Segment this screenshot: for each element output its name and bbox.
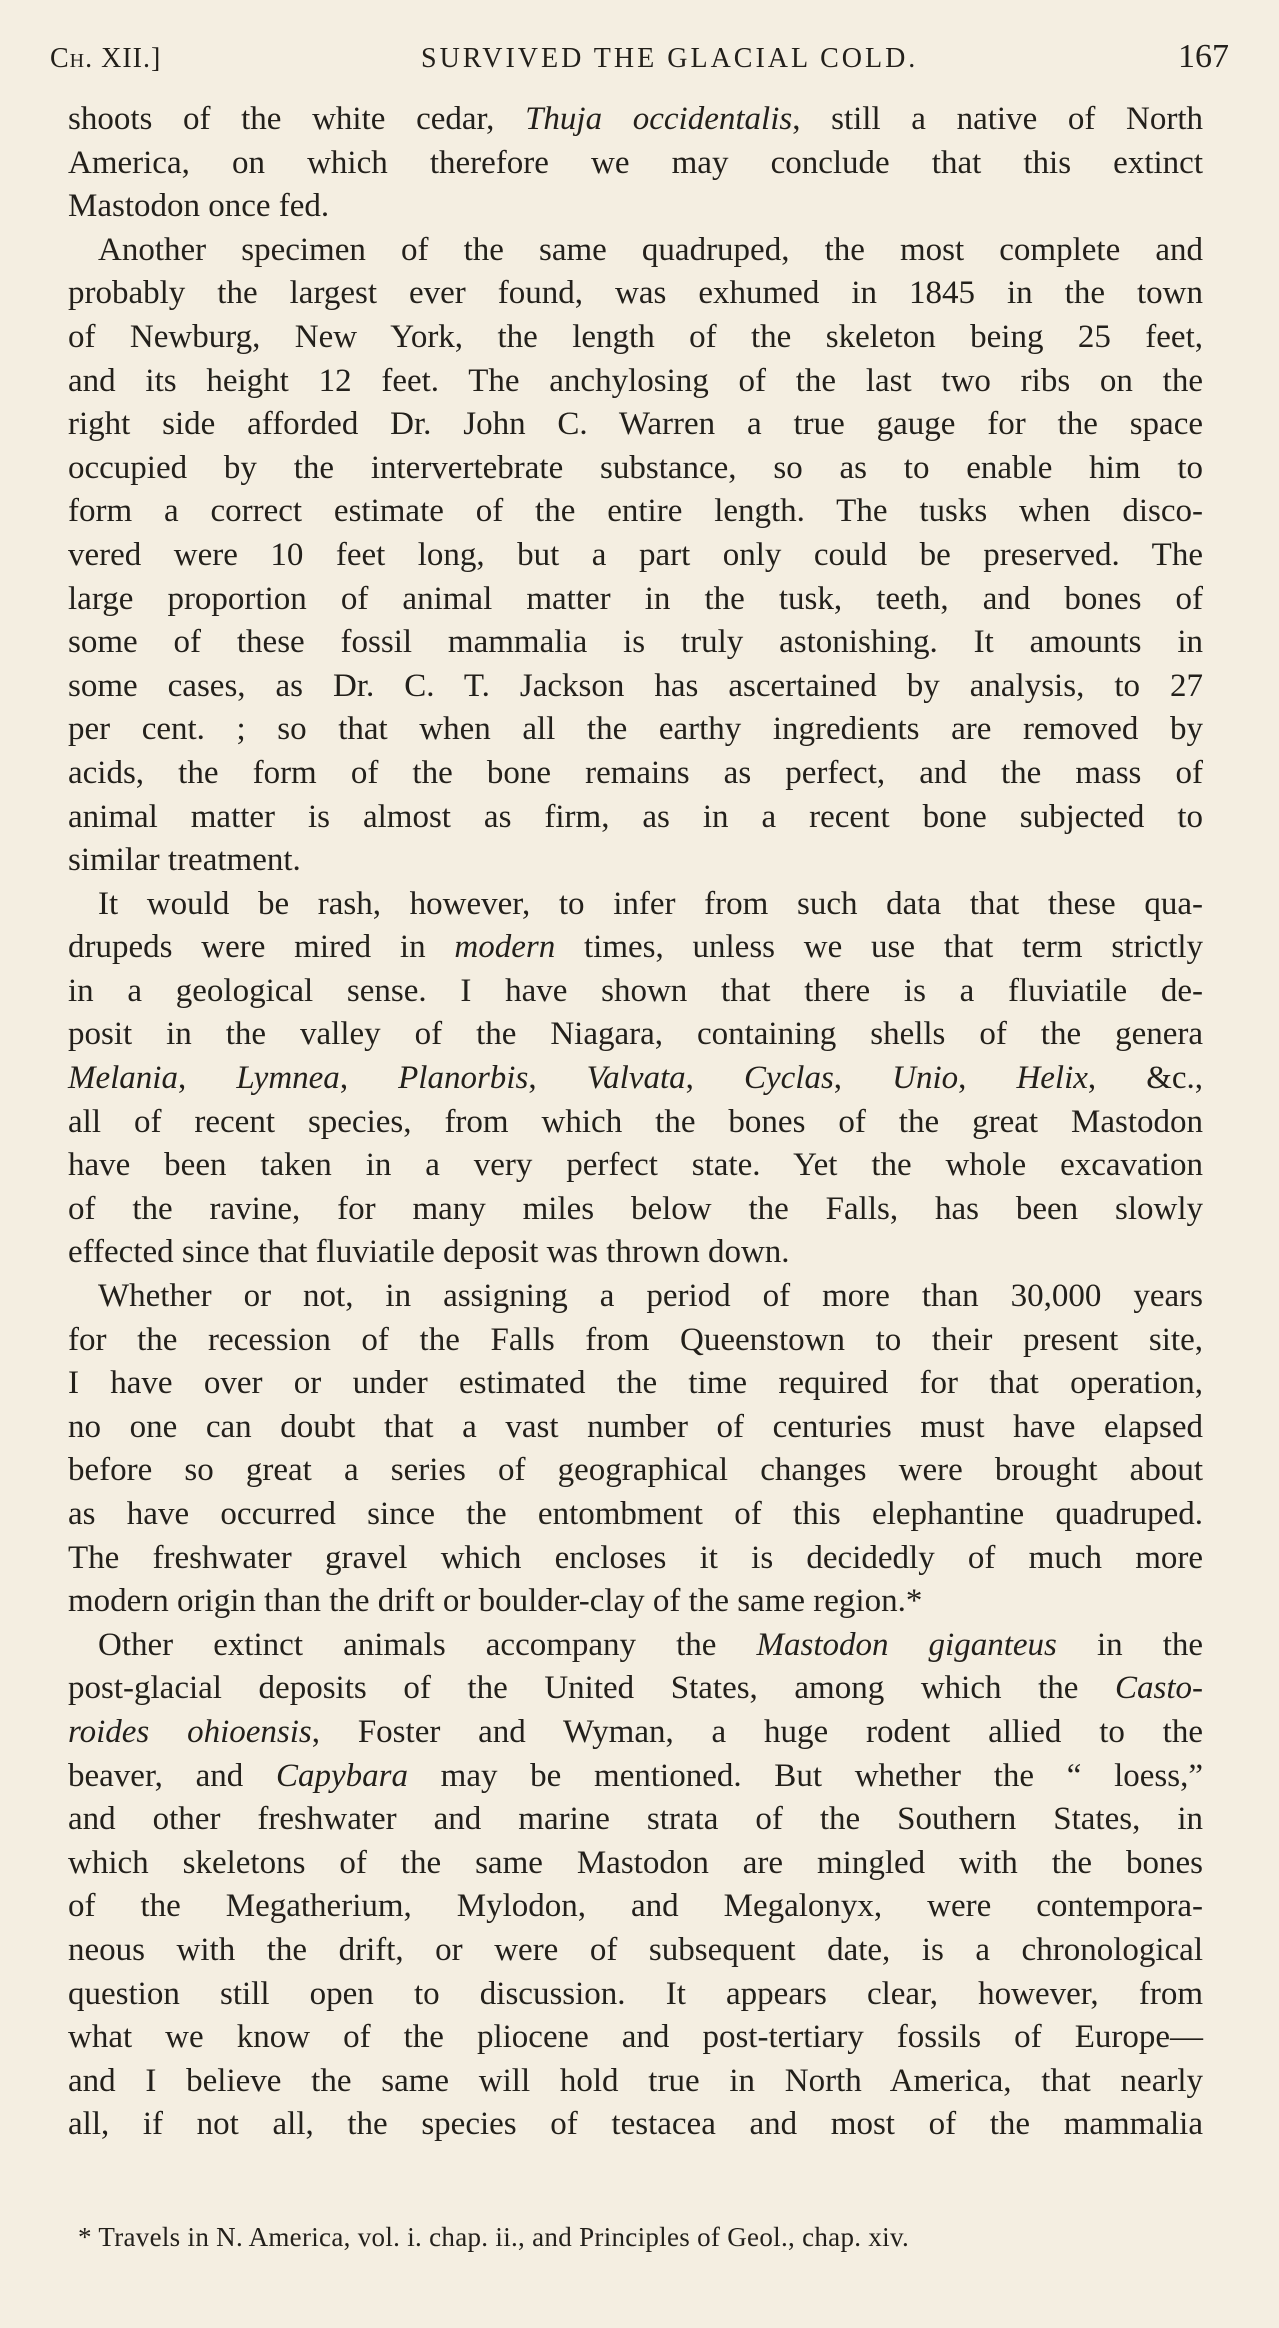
text-line: in a geological sense. I have shown that there is a fluviatile de-: [68, 972, 1203, 1009]
text-line: some cases, as Dr. C. T. Jackson has ascertained by analysis, to 27: [68, 667, 1203, 704]
text-line: all, if not all, the species of testacea and most of the mammalia: [68, 2106, 1203, 2143]
chapter-marker: Ch. XII.]: [50, 43, 162, 74]
text-line: acids, the form of the bone remains as perfect, and the mass of: [68, 754, 1203, 791]
text-line: occupied by the intervertebrate substance, so as to enable him to: [68, 449, 1203, 486]
body-text: [68, 98, 1203, 2147]
text-line: some of these fossil mammalia is truly astonishing. It amounts in: [68, 624, 1203, 661]
text-line: The freshwater gravel which encloses it is decidedly of much more: [68, 1539, 1203, 1576]
text-line: beaver, and Capybara may be mentioned. But whether the “ loess,”: [68, 1757, 1203, 1794]
text-line: of the Megatherium, Mylodon, and Megalonyx, were contempora-: [68, 1888, 1203, 1925]
text-line: all of recent species, from which the bones of the great Mastodon: [68, 1103, 1203, 1140]
text-line: before so great a series of geographical changes were brought about: [68, 1452, 1203, 1489]
text-line: and other freshwater and marine strata of the Southern States, in: [68, 1801, 1203, 1838]
text-line: It would be rash, however, to infer from such data that these qua-: [98, 885, 1203, 922]
page-number: 167: [1177, 38, 1229, 75]
text-line: and I believe the same will hold true in North America, that nearly: [68, 2062, 1203, 2099]
text-line: modern origin than the drift or boulder-clay of the same region.*: [68, 1583, 923, 1620]
text-line: as have occurred since the entombment of this elephantine quadruped.: [68, 1496, 1203, 1532]
text-line: neous with the drift, or were of subsequent date, is a chronological: [68, 1931, 1203, 1968]
text-line: form a correct estimate of the entire length. The tusks when disco-: [68, 493, 1203, 530]
text-line: roides ohioensis, Foster and Wyman, a huge rodent allied to the: [68, 1713, 1203, 1750]
text-line: shoots of the white cedar, Thuja occidentalis, still a native of North: [68, 101, 1203, 137]
text-line: Another specimen of the same quadruped, the most complete and: [98, 231, 1203, 268]
text-line: of Newburg, New York, the length of the skeleton being 25 feet,: [68, 318, 1203, 355]
text-line: Whether or not, in assigning a period of more than 30,000 years: [98, 1278, 1203, 1315]
text-line: drupeds were mired in modern times, unless we use that term strictly: [68, 929, 1203, 966]
text-line: have been taken in a very perfect state. Yet the whole excavation: [68, 1147, 1203, 1184]
text-line: vered were 10 feet long, but a part only could be preserved. The: [68, 536, 1203, 573]
text-line: effected since that fluviatile deposit was thrown down.: [68, 1234, 790, 1271]
text-line: of the ravine, for many miles below the Falls, has been slowly: [68, 1190, 1203, 1227]
text-line: large proportion of animal matter in the tusk, teeth, and bones of: [68, 580, 1203, 617]
text-line: Melania, Lymnea, Planorbis, Valvata, Cyclas, Unio, Helix, &c.,: [68, 1060, 1204, 1097]
text-line: similar treatment.: [68, 842, 301, 879]
text-line: right side afforded Dr. John C. Warren a true gauge for the space: [68, 406, 1203, 443]
text-line: which skeletons of the same Mastodon are mingled with the bones: [68, 1844, 1203, 1881]
text-line: I have over or under estimated the time required for that operation,: [68, 1365, 1203, 1402]
text-line: animal matter is almost as firm, as in a recent bone subjected to: [68, 798, 1203, 835]
running-title: SURVIVED THE GLACIAL COLD.: [421, 43, 919, 74]
text-line: posit in the valley of the Niagara, containing shells of the genera: [68, 1016, 1203, 1053]
text-line: and its height 12 feet. The anchylosing of the last two ribs on the: [68, 362, 1203, 399]
text-line: what we know of the pliocene and post-tertiary fossils of Europe—: [68, 2019, 1203, 2056]
text-line: per cent. ; so that when all the earthy ingredients are removed by: [68, 711, 1203, 748]
text-line: for the recession of the Falls from Queenstown to their present site,: [68, 1321, 1203, 1358]
text-line: question still open to discussion. It appears clear, however, from: [68, 1975, 1203, 2012]
text-line: probably the largest ever found, was exhumed in 1845 in the town: [68, 275, 1203, 312]
text-line: Other extinct animals accompany the Mastodon giganteus in the: [98, 1626, 1204, 1663]
text-line: Mastodon once fed.: [68, 188, 330, 225]
text-line: no one can doubt that a vast number of centuries must have elapsed: [68, 1408, 1203, 1445]
text-line: post-glacial deposits of the United States, among which the Casto-: [68, 1670, 1203, 1707]
text-line: America, on which therefore we may conclude that this extinct: [68, 144, 1203, 181]
footnote: * Travels in N. America, vol. i. chap. ii., and Principles of Geol., chap. xiv.: [78, 2222, 910, 2252]
running-head: [50, 38, 1229, 78]
